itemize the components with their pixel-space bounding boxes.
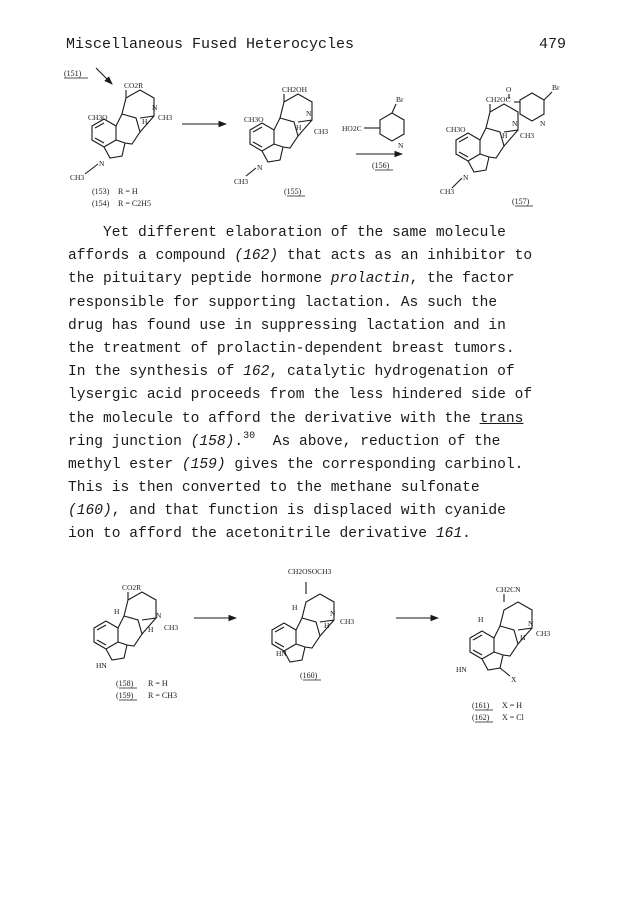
reagent-156: [342, 95, 404, 170]
text-segment: In the synthesis of: [68, 364, 244, 381]
text-segment: drug has found use in suppressing lactation and in: [68, 317, 506, 334]
svg-text:N: N: [398, 141, 404, 150]
text-line: [68, 338, 568, 361]
text-segment: (160): [68, 503, 112, 520]
svg-text:H: H: [478, 615, 484, 624]
text-segment: ring junction: [68, 433, 191, 450]
compound-label: (158): [116, 679, 134, 688]
text-segment: lysergic acid proceeds from the less hindered side of: [68, 387, 533, 404]
text-line: [68, 384, 568, 407]
text-segment: As above, reduction of the: [255, 433, 501, 450]
text-segment: This is then converted to the methane sulfonate: [68, 480, 480, 497]
svg-text:CH3: CH3: [340, 617, 355, 626]
text-segment: the molecule to afford the derivative with the: [68, 410, 480, 427]
text-segment: the treatment of prolactin-dependent breast tumors.: [68, 340, 515, 357]
compound-label: (160): [300, 671, 318, 680]
svg-text:CH2OH: CH2OH: [282, 85, 308, 94]
text-segment: .: [462, 526, 471, 543]
text-line: [68, 245, 568, 268]
text-segment: responsible for supporting lactation. As such the: [68, 294, 498, 311]
svg-text:O: O: [506, 85, 512, 94]
text-segment: , the factor: [409, 271, 515, 288]
text-segment: ion to afford the acetonitrile derivative: [68, 526, 436, 543]
compound-label: (153): [92, 187, 110, 196]
text-segment: Yet different elaboration of the same molecule: [68, 225, 506, 241]
body-paragraph: [68, 222, 568, 547]
structure-153-154: [70, 81, 172, 208]
structure-158-159: [94, 583, 178, 700]
svg-text:H: H: [292, 603, 298, 612]
svg-text:N: N: [152, 103, 158, 112]
text-segment: (159): [181, 456, 226, 473]
compound-label: (154): [92, 199, 110, 208]
svg-text:CH3O: CH3O: [88, 113, 108, 122]
text-segment: , and that function is displaced with cyanide: [111, 503, 506, 520]
compound-label: (161): [472, 701, 490, 710]
page-header: [66, 36, 566, 56]
text-segment: (162): [234, 248, 279, 265]
svg-text:HN: HN: [96, 661, 107, 670]
svg-text:Br: Br: [396, 95, 404, 104]
svg-text:X = Cl: X = Cl: [502, 713, 524, 722]
svg-text:R = H: R = H: [118, 187, 138, 196]
structure-161-162: [456, 585, 550, 722]
compound-label: (159): [116, 691, 134, 700]
text-segment: affords a compound: [68, 248, 235, 265]
svg-text:Br: Br: [552, 83, 560, 92]
svg-text:CO2R: CO2R: [124, 81, 144, 90]
text-line: [68, 500, 568, 523]
text-segment: 162: [243, 364, 270, 381]
svg-text:CH3O: CH3O: [244, 115, 264, 124]
bottom-reaction-scheme: [0, 560, 636, 740]
svg-text:N: N: [257, 163, 263, 172]
svg-text:CH3: CH3: [70, 173, 85, 182]
page-number: 479: [538, 36, 566, 53]
text-line: [68, 408, 568, 431]
svg-text:H: H: [142, 117, 148, 126]
structure-160: [272, 567, 354, 680]
compound-label: (156): [372, 161, 390, 170]
svg-text:CH3: CH3: [314, 127, 329, 136]
svg-text:HN: HN: [276, 649, 287, 658]
svg-text:N: N: [156, 611, 162, 620]
svg-text:H: H: [148, 625, 154, 634]
text-segment: 161: [435, 526, 463, 543]
compound-label: (151): [64, 69, 82, 78]
svg-text:H: H: [296, 123, 302, 132]
svg-text:N: N: [330, 609, 336, 618]
svg-text:CH3: CH3: [234, 177, 249, 186]
svg-text:HO2C: HO2C: [342, 124, 362, 133]
text-segment: (158): [190, 433, 235, 450]
svg-text:N: N: [540, 119, 546, 128]
text-line: [68, 431, 568, 454]
svg-text:CH3: CH3: [440, 187, 455, 196]
svg-text:H: H: [502, 131, 508, 140]
svg-text:CH2CN: CH2CN: [496, 585, 521, 594]
running-title: Miscellaneous Fused Heterocycles: [66, 36, 355, 53]
text-segment: methyl ester: [68, 456, 182, 473]
svg-text:HN: HN: [456, 665, 467, 674]
text-segment: that acts as an inhibitor to: [278, 248, 533, 265]
text-line: [68, 477, 568, 500]
text-segment: .: [234, 433, 244, 450]
compound-label: (162): [472, 713, 490, 722]
svg-text:X = H: X = H: [502, 701, 523, 710]
compound-label: (157): [512, 197, 530, 206]
svg-text:H: H: [114, 607, 120, 616]
svg-text:CO2R: CO2R: [122, 583, 142, 592]
top-reaction-scheme: [0, 64, 636, 222]
text-segment: prolactin: [330, 271, 410, 288]
svg-text:CH2OC: CH2OC: [486, 95, 511, 104]
text-line: [68, 268, 568, 291]
text-segment: trans: [479, 410, 524, 427]
svg-text:N: N: [99, 159, 105, 168]
svg-text:CH3: CH3: [520, 131, 535, 140]
compound-label: (155): [284, 187, 302, 196]
svg-text:CH3O: CH3O: [446, 125, 466, 134]
text-line: [68, 361, 568, 384]
structure-155: [234, 85, 328, 196]
svg-text:CH2OSOCH3: CH2OSOCH3: [288, 567, 332, 576]
svg-text:CH3: CH3: [158, 113, 173, 122]
text-line: [68, 292, 568, 315]
reference-superscript: 30: [243, 430, 256, 442]
svg-text:H: H: [520, 633, 526, 642]
text-segment: , catalytic hydrogenation of: [269, 364, 515, 381]
structure-157: [440, 83, 560, 206]
svg-text:H: H: [324, 621, 330, 630]
text-line: [68, 454, 568, 477]
svg-text:CH3: CH3: [164, 623, 179, 632]
svg-text:N: N: [306, 109, 312, 118]
svg-text:R = CH3: R = CH3: [148, 691, 177, 700]
svg-text:R = C2H5: R = C2H5: [118, 199, 151, 208]
svg-text:N: N: [463, 173, 469, 182]
text-line: [68, 315, 568, 338]
svg-text:N: N: [528, 619, 534, 628]
svg-text:R = H: R = H: [148, 679, 168, 688]
text-line: [68, 523, 568, 546]
text-segment: gives the corresponding carbinol.: [225, 456, 524, 473]
svg-text:CH3: CH3: [536, 629, 551, 638]
text-line: [68, 222, 568, 245]
svg-text:X: X: [511, 675, 517, 684]
svg-text:N: N: [512, 119, 518, 128]
text-segment: the pituitary peptide hormone: [68, 271, 331, 288]
